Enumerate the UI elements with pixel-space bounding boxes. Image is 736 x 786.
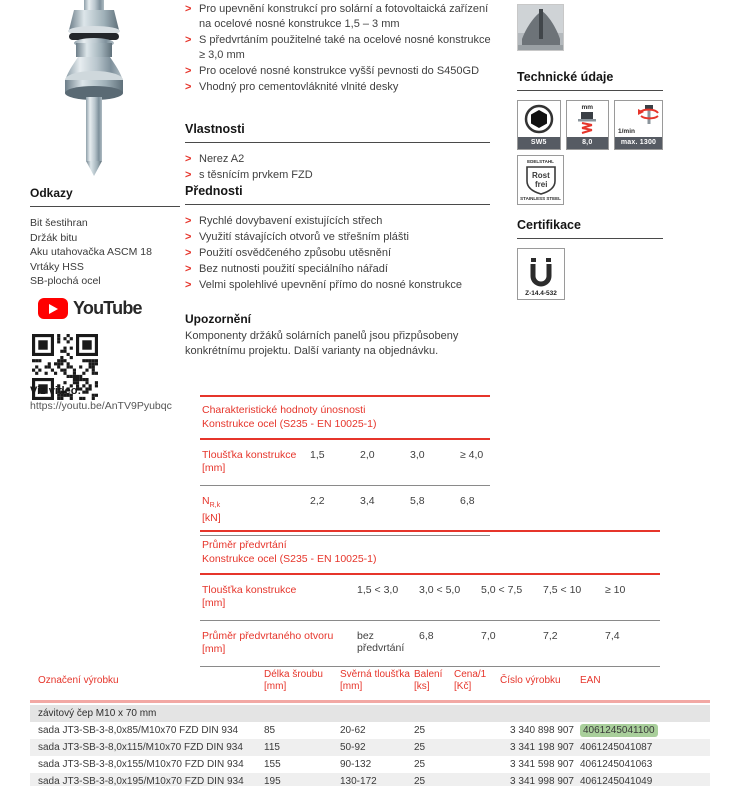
svg-text:Rost: Rost xyxy=(531,171,550,180)
advantage-bullet xyxy=(185,246,490,261)
product-row xyxy=(30,756,710,773)
diameter-value-label: 8,0 xyxy=(567,137,609,149)
feature-bullet xyxy=(185,64,497,79)
product-row xyxy=(30,739,710,756)
table-row xyxy=(200,486,490,536)
product-length: 195 xyxy=(264,776,281,786)
table-title: Charakteristické hodnoty únosnosti xyxy=(202,404,366,416)
section-title: Odkazy xyxy=(30,186,180,207)
product-ean xyxy=(574,725,704,736)
chevron-marker: > xyxy=(185,34,192,46)
chevron-marker: > xyxy=(185,65,192,77)
cell-value: 2,0 xyxy=(360,449,375,461)
property-bullet xyxy=(185,152,490,167)
product-number: 3 341 198 907 xyxy=(510,742,574,753)
hex-drive-icon xyxy=(517,100,561,150)
feature-bullet xyxy=(185,33,497,63)
related-link[interactable]: Držák bitu xyxy=(30,231,78,244)
cell-value: 7,4 xyxy=(605,630,620,642)
section-title: Přednosti xyxy=(185,184,490,205)
application-photo xyxy=(517,4,564,51)
certification-badge xyxy=(517,248,565,300)
table-subtitle: Konstrukce ocel (S235 - EN 10025-1) xyxy=(202,553,377,565)
property-text: Nerez A2 xyxy=(199,153,245,165)
product-ean: 4061245041049 xyxy=(580,776,653,786)
product-name: sada JT3-SB-3-8,0x155/M10x70 FZD DIN 934 xyxy=(38,759,244,770)
product-number: 3 341 598 907 xyxy=(510,759,574,770)
chevron-marker: > xyxy=(185,279,192,291)
product-table-header xyxy=(30,663,710,703)
video-block xyxy=(30,385,220,412)
youtube-wordmark: YouTube xyxy=(73,298,142,318)
product-name: sada JT3-SB-3-8,0x195/M10x70 FZD DIN 934 xyxy=(38,776,244,786)
feature-bullet xyxy=(185,2,497,32)
cell-value: 7,0 xyxy=(481,630,496,642)
table-title: Průměr předvrtání xyxy=(202,539,287,551)
table-header xyxy=(200,530,660,575)
advantage-bullet xyxy=(185,278,490,293)
feature-text: Pro upevnění konstrukcí pro solární a fotovoltaická zařízení na ocelové nosné konstrukce 1,5 – 3 mm xyxy=(199,3,489,30)
chevron-marker: > xyxy=(185,215,192,227)
section-title: Certifikace xyxy=(517,218,663,239)
product-row xyxy=(30,773,710,786)
cell-value: 7,2 xyxy=(543,630,558,642)
product-name: sada JT3-SB-3-8,0x85/M10x70 FZD DIN 934 xyxy=(38,725,239,736)
section-title: Vlastnosti xyxy=(185,122,490,143)
rpm-unit-label: 1/min xyxy=(618,127,635,135)
product-clamping: 50-92 xyxy=(340,742,366,753)
feature-text: Vhodný pro cementovláknité vlnité desky xyxy=(199,81,399,93)
chevron-marker: > xyxy=(185,247,192,259)
product-name: sada JT3-SB-3-8,0x115/M10x70 FZD DIN 934 xyxy=(38,742,243,753)
advantage-text: Velmi spolehlivé upevnění přímo do nosné konstrukce xyxy=(199,279,462,291)
chevron-marker: > xyxy=(185,263,192,275)
table-row xyxy=(200,440,490,486)
chevron-marker: > xyxy=(185,3,192,15)
cell-value: ≥ 10 xyxy=(605,584,626,596)
feature-text: Pro ocelové nosné konstrukce vyšší pevnosti do S450GD xyxy=(199,65,480,77)
cell-value: 6,8 xyxy=(419,630,434,642)
chevron-marker: > xyxy=(185,81,192,93)
product-clamping: 130-172 xyxy=(340,776,377,786)
related-link[interactable]: Bit šestihran xyxy=(30,217,88,229)
row-label: $N_{R,k}$ [kN] xyxy=(202,495,221,525)
product-packaging: 25 xyxy=(414,776,426,786)
cell-value: 5,8 xyxy=(410,495,425,507)
product-number: 3 341 998 907 xyxy=(510,776,574,786)
product-table xyxy=(30,663,710,786)
fastener-image xyxy=(24,0,164,178)
tech-icon-row xyxy=(517,100,663,150)
cell-value: 6,8 xyxy=(460,495,475,507)
youtube-link[interactable] xyxy=(38,298,142,319)
property-bullet xyxy=(185,168,490,183)
chevron-marker: > xyxy=(185,231,192,243)
table-header xyxy=(200,395,490,440)
diameter-unit-label: mm xyxy=(581,103,594,111)
note-text: Komponenty držáků solárních panelů jsou přizpůsobeny konkrétnímu projektu. Další varianty na objednávku. xyxy=(185,330,459,357)
section-title: Technické údaje xyxy=(517,70,663,91)
section-technicke-udaje xyxy=(517,70,663,205)
product-packaging: 25 xyxy=(414,759,426,770)
video-url-link[interactable]: https://youtu.be/AnTV9Pyubqc xyxy=(30,400,172,412)
advantage-text: Bez nutnosti použití speciálního nářadí xyxy=(199,263,388,275)
chevron-marker: > xyxy=(185,153,192,165)
feature-bullet xyxy=(185,80,497,95)
svg-text:frei: frei xyxy=(534,180,547,189)
ean-highlight: 4061245041100 xyxy=(580,724,658,737)
intro-bullet-list xyxy=(185,2,497,96)
product-length: 115 xyxy=(264,742,280,753)
load-capacity-table xyxy=(200,395,490,536)
note-title: Upozornění xyxy=(185,312,251,326)
product-photo xyxy=(24,0,164,178)
cell-value: 2,2 xyxy=(310,495,325,507)
advantage-text: Rychlé dovybavení existujících střech xyxy=(199,215,383,227)
col-header-sverna: Svěrná tloušťka [mm] xyxy=(340,669,410,692)
video-label: Viz video: xyxy=(30,385,82,397)
section-prednosti xyxy=(185,184,490,294)
product-clamping: 90-132 xyxy=(340,759,372,770)
chevron-marker: > xyxy=(185,169,192,181)
col-header-ean: EAN xyxy=(580,675,601,686)
product-length: 155 xyxy=(264,759,281,770)
advantage-bullet xyxy=(185,230,490,245)
cell-value: 3,4 xyxy=(360,495,375,507)
related-link[interactable]: SB-plochá ocel xyxy=(30,275,101,287)
col-header-baleni: Balení [ks] xyxy=(414,669,443,692)
rostfrei-bottom-text: STAINLESS STEEL xyxy=(520,196,561,201)
product-clamping: 20-62 xyxy=(340,725,366,736)
rpm-value-label: max. 1300 xyxy=(615,137,662,149)
section-odkazy xyxy=(30,186,180,289)
col-header-cena: Cena/1 [Kč] xyxy=(454,669,487,692)
product-row xyxy=(30,722,710,739)
cell-value: 1,5 < 3,0 xyxy=(357,584,399,596)
cell-value: bez předvrtání xyxy=(357,630,405,654)
col-header-delka: Délka šroubu [mm] xyxy=(264,669,323,692)
product-length: 85 xyxy=(264,725,276,736)
table-row xyxy=(200,621,660,667)
rostfrei-top-text: EDELSTAHL xyxy=(527,159,554,164)
rostfrei-stainless-icon xyxy=(517,155,564,205)
col-header-cislo: Číslo výrobku xyxy=(500,675,561,686)
row-label: Průměr předvrtaného otvoru [mm] xyxy=(202,630,334,655)
diameter-icon xyxy=(566,100,610,150)
cell-value: 3,0 < 5,0 xyxy=(419,584,461,596)
predrill-table xyxy=(200,530,660,667)
property-text: s těsnícím prvkem FZD xyxy=(199,169,313,181)
section-certifikace xyxy=(517,218,663,300)
youtube-play-icon xyxy=(38,298,68,319)
related-link[interactable]: Aku utahovačka ASCM 18 xyxy=(30,246,152,258)
certification-code: Z-14.4-532 xyxy=(525,290,557,297)
advantage-text: Využití stávajících otvorů ve střešním plášti xyxy=(199,231,409,243)
table-row xyxy=(200,575,660,621)
section-vlastnosti xyxy=(185,122,490,184)
advantage-bullet xyxy=(185,262,490,277)
row-label: Tloušťka konstrukce [mm] xyxy=(202,449,297,474)
advantage-bullet xyxy=(185,214,490,229)
cell-value: 1,5 xyxy=(310,449,325,461)
row-label: Tloušťka konstrukce [mm] xyxy=(202,584,297,609)
advantage-text: Použití osvědčeného způsobu utěsnění xyxy=(199,247,392,259)
product-group-row: závitový čep M10 x 70 mm xyxy=(30,705,710,722)
section-upozorneni xyxy=(185,312,497,359)
product-ean: 4061245041063 xyxy=(580,759,653,770)
table-subtitle: Konstrukce ocel (S235 - EN 10025-1) xyxy=(202,418,377,430)
feature-text: S předvrtáním použitelné také na ocelové nosné konstrukce ≥ 3,0 mm xyxy=(199,34,491,61)
product-packaging: 25 xyxy=(414,742,426,753)
rpm-icon xyxy=(614,100,663,150)
col-header-oznaceni: Označení výrobku xyxy=(38,675,119,686)
product-ean: 4061245041087 xyxy=(580,742,653,753)
related-link[interactable]: Vrtáky HSS xyxy=(30,260,84,273)
cell-value: 3,0 xyxy=(410,449,425,461)
hex-drive-label: SW5 xyxy=(518,137,560,149)
cell-value: 7,5 < 10 xyxy=(543,584,582,596)
cell-value: 5,0 < 7,5 xyxy=(481,584,523,596)
product-number: 3 340 898 907 xyxy=(510,725,574,736)
cell-value: ≥ 4,0 xyxy=(460,449,484,461)
product-packaging: 25 xyxy=(414,725,426,736)
